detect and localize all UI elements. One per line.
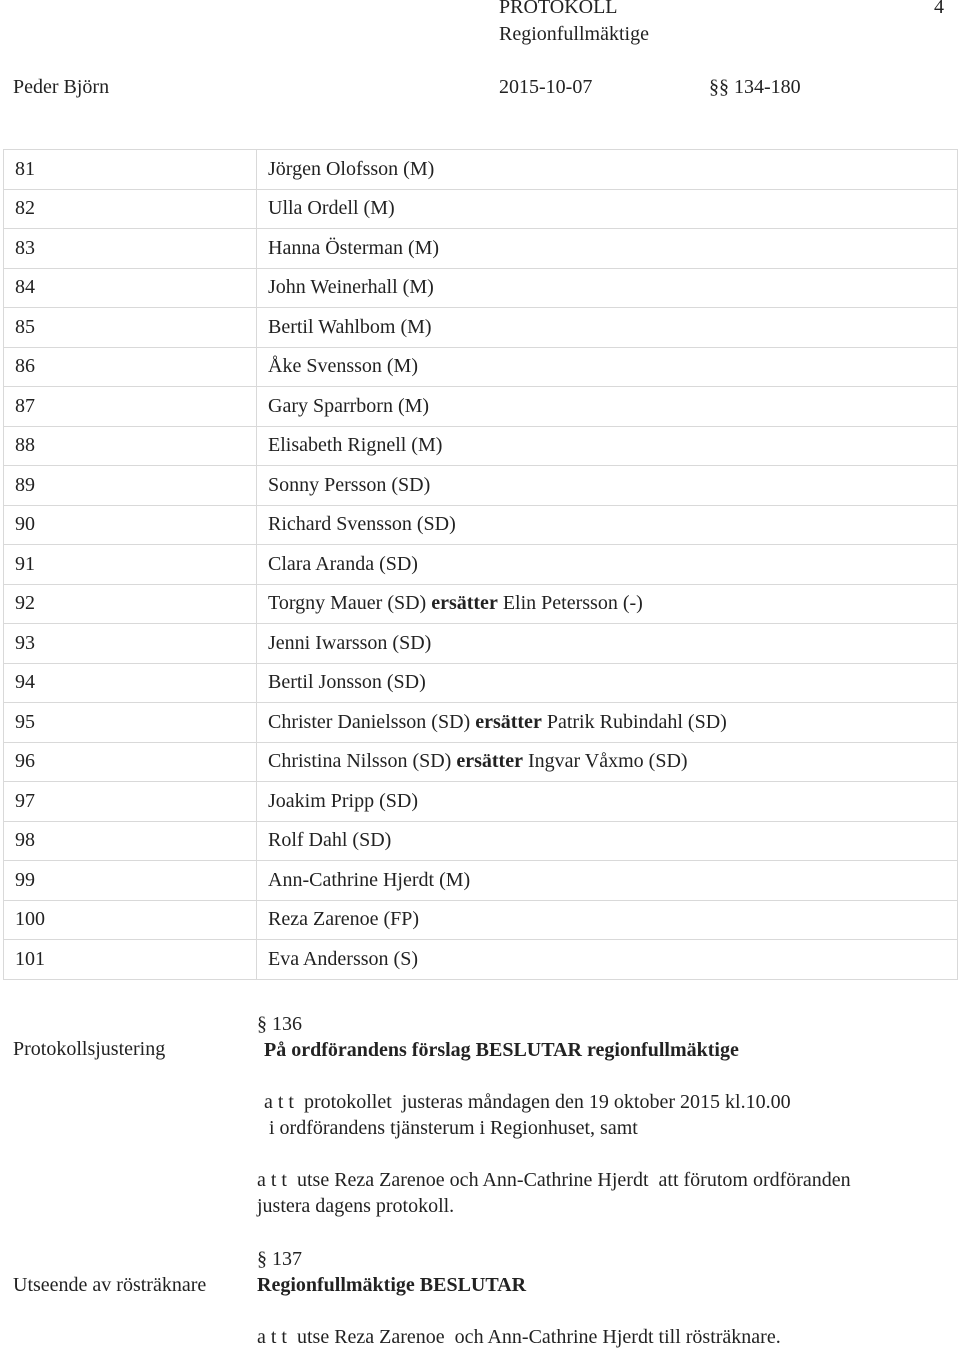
member-row xyxy=(4,426,958,466)
member-name: Reza Zarenoe (FP) xyxy=(268,908,420,931)
member-entry xyxy=(257,150,958,190)
member-name: Ann-Cathrine Hjerdt (M) xyxy=(268,868,471,891)
member-number: 87 xyxy=(4,387,257,427)
member-row xyxy=(4,505,958,545)
member-number: 93 xyxy=(4,624,257,664)
replaced-member-name: Patrik Rubindahl (SD) xyxy=(546,710,727,733)
member-entry xyxy=(257,426,958,466)
member-entry xyxy=(257,821,958,861)
member-name: Christina Nilsson (SD) xyxy=(268,750,452,773)
member-name: Gary Sparrborn (M) xyxy=(268,394,430,417)
replaced-member-name: Elin Petersson (-) xyxy=(502,592,643,615)
member-entry xyxy=(257,663,958,703)
member-row xyxy=(4,821,958,861)
member-name: Hanna Österman (M) xyxy=(268,236,440,259)
replaces-keyword: ersätter xyxy=(456,750,523,773)
page-number: 4 xyxy=(934,0,944,18)
document-subtitle: Regionfullmäktige xyxy=(499,23,649,45)
member-row xyxy=(4,742,958,782)
member-row xyxy=(4,703,958,743)
member-row xyxy=(4,861,958,901)
member-number: 81 xyxy=(4,150,257,190)
member-row xyxy=(4,940,958,980)
member-name: Elisabeth Rignell (M) xyxy=(268,434,443,457)
member-entry xyxy=(257,347,958,387)
member-number: 90 xyxy=(4,505,257,545)
member-number: 99 xyxy=(4,861,257,901)
members-table-body xyxy=(4,150,958,980)
member-name: Christer Danielsson (SD) xyxy=(268,710,471,733)
member-entry xyxy=(257,189,958,229)
member-entry xyxy=(257,782,958,822)
member-number: 86 xyxy=(4,347,257,387)
member-number: 85 xyxy=(4,308,257,348)
member-row xyxy=(4,150,958,190)
member-name: Jörgen Olofsson (M) xyxy=(268,157,435,180)
section-range: §§ 134-180 xyxy=(709,76,801,98)
member-row xyxy=(4,189,958,229)
replaces-keyword: ersätter xyxy=(431,592,498,615)
member-name: Eva Andersson (S) xyxy=(268,947,418,970)
member-entry xyxy=(257,584,958,624)
replaced-member-name: Ingvar Våxmo (SD) xyxy=(527,750,688,773)
member-entry xyxy=(257,861,958,901)
member-entry xyxy=(257,268,958,308)
member-row xyxy=(4,584,958,624)
member-number: 91 xyxy=(4,545,257,585)
member-number: 96 xyxy=(4,742,257,782)
member-row xyxy=(4,624,958,664)
member-number: 94 xyxy=(4,663,257,703)
member-name: Joakim Pripp (SD) xyxy=(268,789,418,812)
section-136-label: Protokollsjustering xyxy=(13,1038,166,1060)
member-number: 83 xyxy=(4,229,257,269)
member-number: 101 xyxy=(4,940,257,980)
member-name: Bertil Jonsson (SD) xyxy=(268,671,426,694)
member-number: 84 xyxy=(4,268,257,308)
section-136-paragraph: § 136 xyxy=(257,1013,302,1035)
member-name: Jenni Iwarsson (SD) xyxy=(268,631,432,654)
member-row xyxy=(4,782,958,822)
section-137-line-1: a t t utse Reza Zarenoe och Ann-Cathrine Hjerdt till rösträknare. xyxy=(257,1326,781,1348)
member-row xyxy=(4,229,958,269)
member-name: Sonny Persson (SD) xyxy=(268,473,431,496)
replaces-keyword: ersätter xyxy=(475,710,542,733)
member-name: Ulla Ordell (M) xyxy=(268,197,395,220)
member-row xyxy=(4,268,958,308)
member-entry xyxy=(257,505,958,545)
section-136-heading: På ordförandens förslag BESLUTAR regionfullmäktige xyxy=(264,1039,739,1061)
meeting-date: 2015-10-07 xyxy=(499,76,593,98)
member-entry xyxy=(257,545,958,585)
member-name: Torgny Mauer (SD) xyxy=(268,592,427,615)
member-number: 98 xyxy=(4,821,257,861)
member-name: Clara Aranda (SD) xyxy=(268,552,418,575)
member-entry xyxy=(257,387,958,427)
section-136-line-3: a t t utse Reza Zarenoe och Ann-Cathrine Hjerdt att förutom ordföranden xyxy=(257,1169,851,1191)
member-name: Rolf Dahl (SD) xyxy=(268,829,392,852)
member-number: 82 xyxy=(4,189,257,229)
member-name: Richard Svensson (SD) xyxy=(268,513,456,536)
member-entry xyxy=(257,229,958,269)
member-row xyxy=(4,347,958,387)
section-136-line-2: i ordförandens tjänsterum i Regionhuset, samt xyxy=(264,1117,638,1139)
member-number: 89 xyxy=(4,466,257,506)
member-number: 88 xyxy=(4,426,257,466)
member-number: 100 xyxy=(4,900,257,940)
section-136-line-4: justera dagens protokoll. xyxy=(257,1195,455,1217)
document-title: PROTOKOLL xyxy=(499,0,618,18)
member-number: 95 xyxy=(4,703,257,743)
section-136-line-1: a t t protokollet justeras måndagen den 19 oktober 2015 kl.10.00 xyxy=(264,1091,791,1113)
member-row xyxy=(4,663,958,703)
member-name: Bertil Wahlbom (M) xyxy=(268,315,432,338)
members-table xyxy=(3,149,958,980)
member-row xyxy=(4,900,958,940)
member-entry xyxy=(257,742,958,782)
member-entry xyxy=(257,466,958,506)
member-entry xyxy=(257,940,958,980)
member-entry xyxy=(257,308,958,348)
member-name: Åke Svensson (M) xyxy=(268,355,418,378)
member-row xyxy=(4,466,958,506)
member-row xyxy=(4,387,958,427)
section-137-paragraph: § 137 xyxy=(257,1248,302,1270)
section-137-label: Utseende av rösträknare xyxy=(13,1274,207,1296)
member-entry xyxy=(257,624,958,664)
member-number: 92 xyxy=(4,584,257,624)
member-entry xyxy=(257,703,958,743)
section-137-heading: Regionfullmäktige BESLUTAR xyxy=(257,1274,527,1296)
member-row xyxy=(4,545,958,585)
author-name: Peder Björn xyxy=(13,76,110,98)
member-number: 97 xyxy=(4,782,257,822)
member-name: John Weinerhall (M) xyxy=(268,276,434,299)
member-entry xyxy=(257,900,958,940)
member-row xyxy=(4,308,958,348)
